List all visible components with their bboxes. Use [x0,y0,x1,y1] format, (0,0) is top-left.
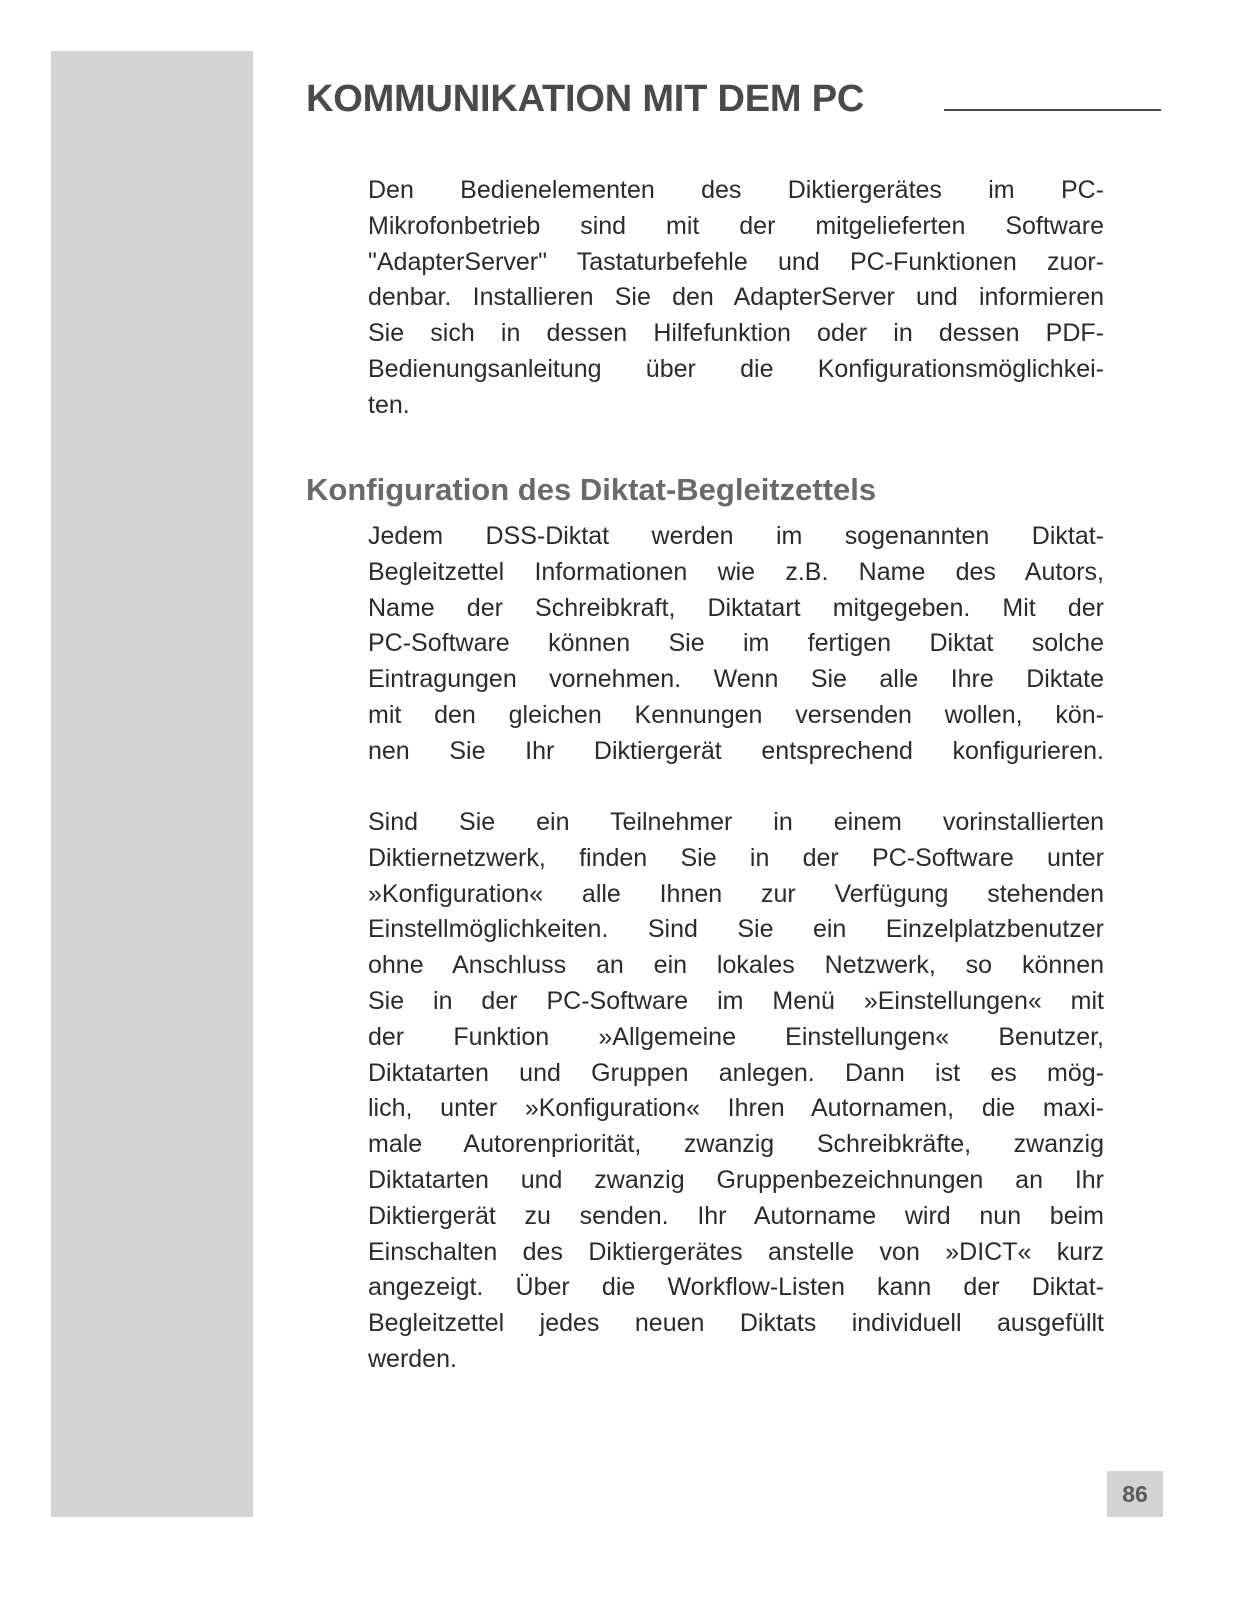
text-line: PC-Software können Sie im fertigen Diktat solche [368,629,1104,658]
intro-paragraph [368,173,1104,424]
title-rule [944,109,1161,111]
text-line: Diktatarten und Gruppen anlegen. Dann ist es mög- [368,1058,1104,1087]
section-paragraph-1 [368,519,1104,770]
page-title: KOMMUNIKATION MIT DEM PC [306,78,865,120]
text-line: der Funktion »Allgemeine Einstellungen« Benutzer, [368,1022,1104,1051]
section-title: Konfiguration des Diktat-Begleitzettels [306,472,877,507]
text-line: lich, unter »Konfiguration« Ihren Autornamen, die maxi- [368,1094,1104,1123]
text-line: male Autorenpriorität, zwanzig Schreibkräfte, zwanzig [368,1130,1104,1159]
side-bar [51,51,253,1517]
text-line: Einschalten des Diktiergerätes anstelle von »DICT« kurz [368,1237,1104,1266]
text-line: Eintragungen vornehmen. Wenn Sie alle Ihre Diktate [368,665,1104,694]
text-line: »Konfiguration« alle Ihnen zur Verfügung stehenden [368,879,1104,908]
page-number: 86 [1107,1471,1163,1517]
text-line: Jedem DSS-Diktat werden im sogenannten Diktat- [368,522,1104,550]
text-line: Name der Schreibkraft, Diktatart mitgegeben. Mit der [368,593,1104,622]
section-paragraph-2 [368,805,1104,1378]
text-line: denbar. Installieren Sie den AdapterServer und informieren [368,283,1104,312]
text-line: ten. [368,390,410,419]
text-line: Diktiernetzwerk, finden Sie in der PC-Software unter [368,843,1104,872]
text-line: "AdapterServer" Tastaturbefehle und PC-Funktionen zuor- [368,247,1104,276]
text-line: Begleitzettel Informationen wie z.B. Name des Autors, [368,557,1104,586]
text-line: Diktatarten und zwanzig Gruppenbezeichnungen an Ihr [368,1165,1104,1194]
text-line: Begleitzettel jedes neuen Diktats individuell ausgefüllt [368,1309,1104,1338]
text-line: Diktiergerät zu senden. Ihr Autorname wird nun beim [368,1201,1104,1230]
text-line: nen Sie Ihr Diktiergerät entsprechend konfigurieren. [368,736,1104,765]
text-line: Sind Sie ein Teilnehmer in einem vorinstallierten [368,808,1104,836]
text-line: ohne Anschluss an ein lokales Netzwerk, so können [368,951,1104,980]
text-line: mit den gleichen Kennungen versenden wollen, kön- [368,700,1104,729]
text-line: Sie in der PC-Software im Menü »Einstellungen« mit [368,986,1104,1015]
text-line: Sie sich in dessen Hilfefunktion oder in dessen PDF- [368,319,1104,348]
text-line: werden. [368,1344,457,1373]
text-line: Mikrofonbetrieb sind mit der mitgelieferten Software [368,211,1104,240]
text-line: Den Bedienelementen des Diktiergerätes im PC- [368,176,1104,204]
text-line: Bedienungsanleitung über die Konfigurationsmöglichkei- [368,354,1104,383]
text-line: Einstellmöglichkeiten. Sind Sie ein Einzelplatzbenutzer [368,915,1104,944]
text-line: angezeigt. Über die Workflow-Listen kann der Diktat- [368,1273,1104,1302]
